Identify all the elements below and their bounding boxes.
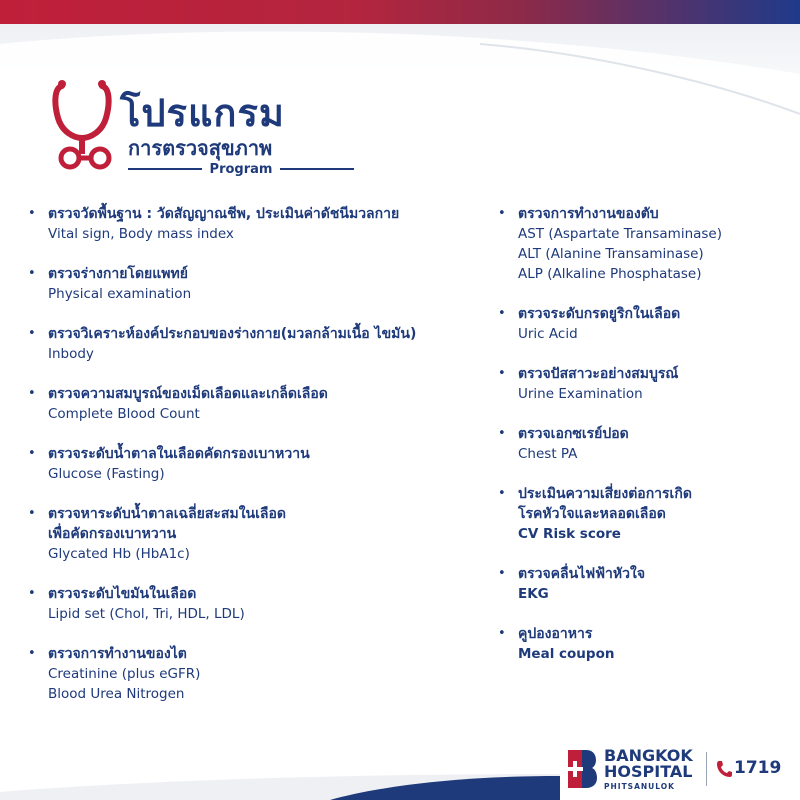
item-english-label: Glucose (Fasting) [48,466,165,482]
bullet: • [28,586,36,601]
bullet: • [498,626,506,641]
list-item [496,484,786,544]
divider-line [280,168,354,170]
list-item [26,584,486,624]
list-item [496,424,786,464]
list-item [496,304,786,344]
list-item [26,504,486,564]
bullet: • [498,486,506,501]
bullet: • [28,446,36,461]
right-item-list [496,204,786,684]
list-item [496,204,786,284]
item-english-label: Uric Acid [518,326,578,342]
divider-line [128,168,202,170]
item-thai-label: ตรวจระดับไขมันในเลือด [48,586,197,602]
phone-icon [716,760,732,778]
bullet: • [498,206,506,221]
bullet: • [498,566,506,581]
item-thai-label: ตรวจความสมบูรณ์ของเม็ดเลือดและเกล็ดเลือด [48,386,328,402]
bullet: • [28,386,36,401]
item-english-label: Urine Examination [518,386,643,402]
bangkok-hospital-logo [566,748,786,792]
bullet: • [28,266,36,281]
item-thai-label: ตรวจระดับกรดยูริกในเลือด [518,306,681,322]
item-thai-label: คูปองอาหาร [518,626,593,642]
item-english-label: CV Risk score [518,526,621,542]
item-english-label: ALT (Alanine Transaminase) [518,246,704,262]
hotline-number[interactable]: 1719 [734,758,782,778]
item-english-label: Glycated Hb (HbA1c) [48,546,190,562]
item-english-label: Blood Urea Nitrogen [48,686,185,702]
item-thai-label: ประเมินความเสี่ยงต่อการเกิด [518,486,692,502]
item-english-label: Vital sign, Body mass index [48,226,234,242]
list-item [26,204,486,244]
item-english-label: Chest PA [518,446,578,462]
item-thai-label: ตรวจการทำงานของตับ [518,206,659,222]
program-label-row [128,160,354,178]
brand-name-line1: BANGKOK [604,746,693,765]
list-item [26,384,486,424]
item-thai-label: ตรวจหาระดับน้ำตาลเฉลี่ยสะสมในเลือด [48,506,286,522]
stethoscope-icon [52,74,122,174]
list-item [496,564,786,604]
brand-branch: PHITSANULOK [604,782,675,791]
brand-divider [706,752,707,786]
item-thai-label: ตรวจร่างกายโดยแพทย์ [48,266,188,282]
item-english-label: ALP (Alkaline Phosphatase) [518,266,702,282]
bullet: • [498,366,506,381]
item-thai-label: เพื่อคัดกรองเบาหวาน [48,526,177,542]
item-thai-label: ตรวจระดับน้ำตาลในเลือดคัดกรองเบาหวาน [48,446,310,462]
bullet: • [28,646,36,661]
item-thai-label: ตรวจคลื่นไฟฟ้าหัวใจ [518,566,646,582]
list-item [496,364,786,404]
item-thai-label: ตรวจวิเคราะห์องค์ประกอบของร่างกาย(มวลกล้ามเนื้อ ไขมัน) [48,326,417,342]
item-thai-label: ตรวจเอกซเรย์ปอด [518,426,629,442]
bullet: • [28,326,36,341]
item-english-label: AST (Aspartate Transaminase) [518,226,723,242]
bullet: • [28,506,36,521]
list-item [26,644,486,704]
item-english-label: Meal coupon [518,646,615,662]
bullet: • [498,426,506,441]
program-label: Program [209,161,273,177]
item-english-label: Creatinine (plus eGFR) [48,666,201,682]
left-item-list [26,204,486,724]
item-thai-label: ตรวจการทำงานของไต [48,646,187,662]
brand-name-line2: HOSPITAL [604,762,693,781]
list-item [26,264,486,304]
item-thai-label: โรคหัวใจและหลอดเลือด [518,506,666,522]
list-item [26,324,486,364]
item-english-label: Physical examination [48,286,192,302]
program-logo [52,74,312,184]
bangkok-hospital-mark-icon [566,748,598,790]
brand-name [604,748,693,780]
page-subtitle: การตรวจสุขภาพ [128,136,273,160]
item-english-label: Inbody [48,346,94,362]
list-item [496,624,786,664]
bullet: • [28,206,36,221]
item-thai-label: ตรวจวัดพื้นฐาน : วัดสัญญาณชีพ, ประเมินค่าดัชนีมวลกาย [48,206,400,222]
item-english-label: Complete Blood Count [48,406,200,422]
item-english-label: Lipid set (Chol, Tri, HDL, LDL) [48,606,245,622]
list-item [26,444,486,484]
item-english-label: EKG [518,586,549,602]
page-title: โปรแกรม [120,91,285,135]
item-thai-label: ตรวจปัสสาวะอย่างสมบูรณ์ [518,366,679,382]
bullet: • [498,306,506,321]
